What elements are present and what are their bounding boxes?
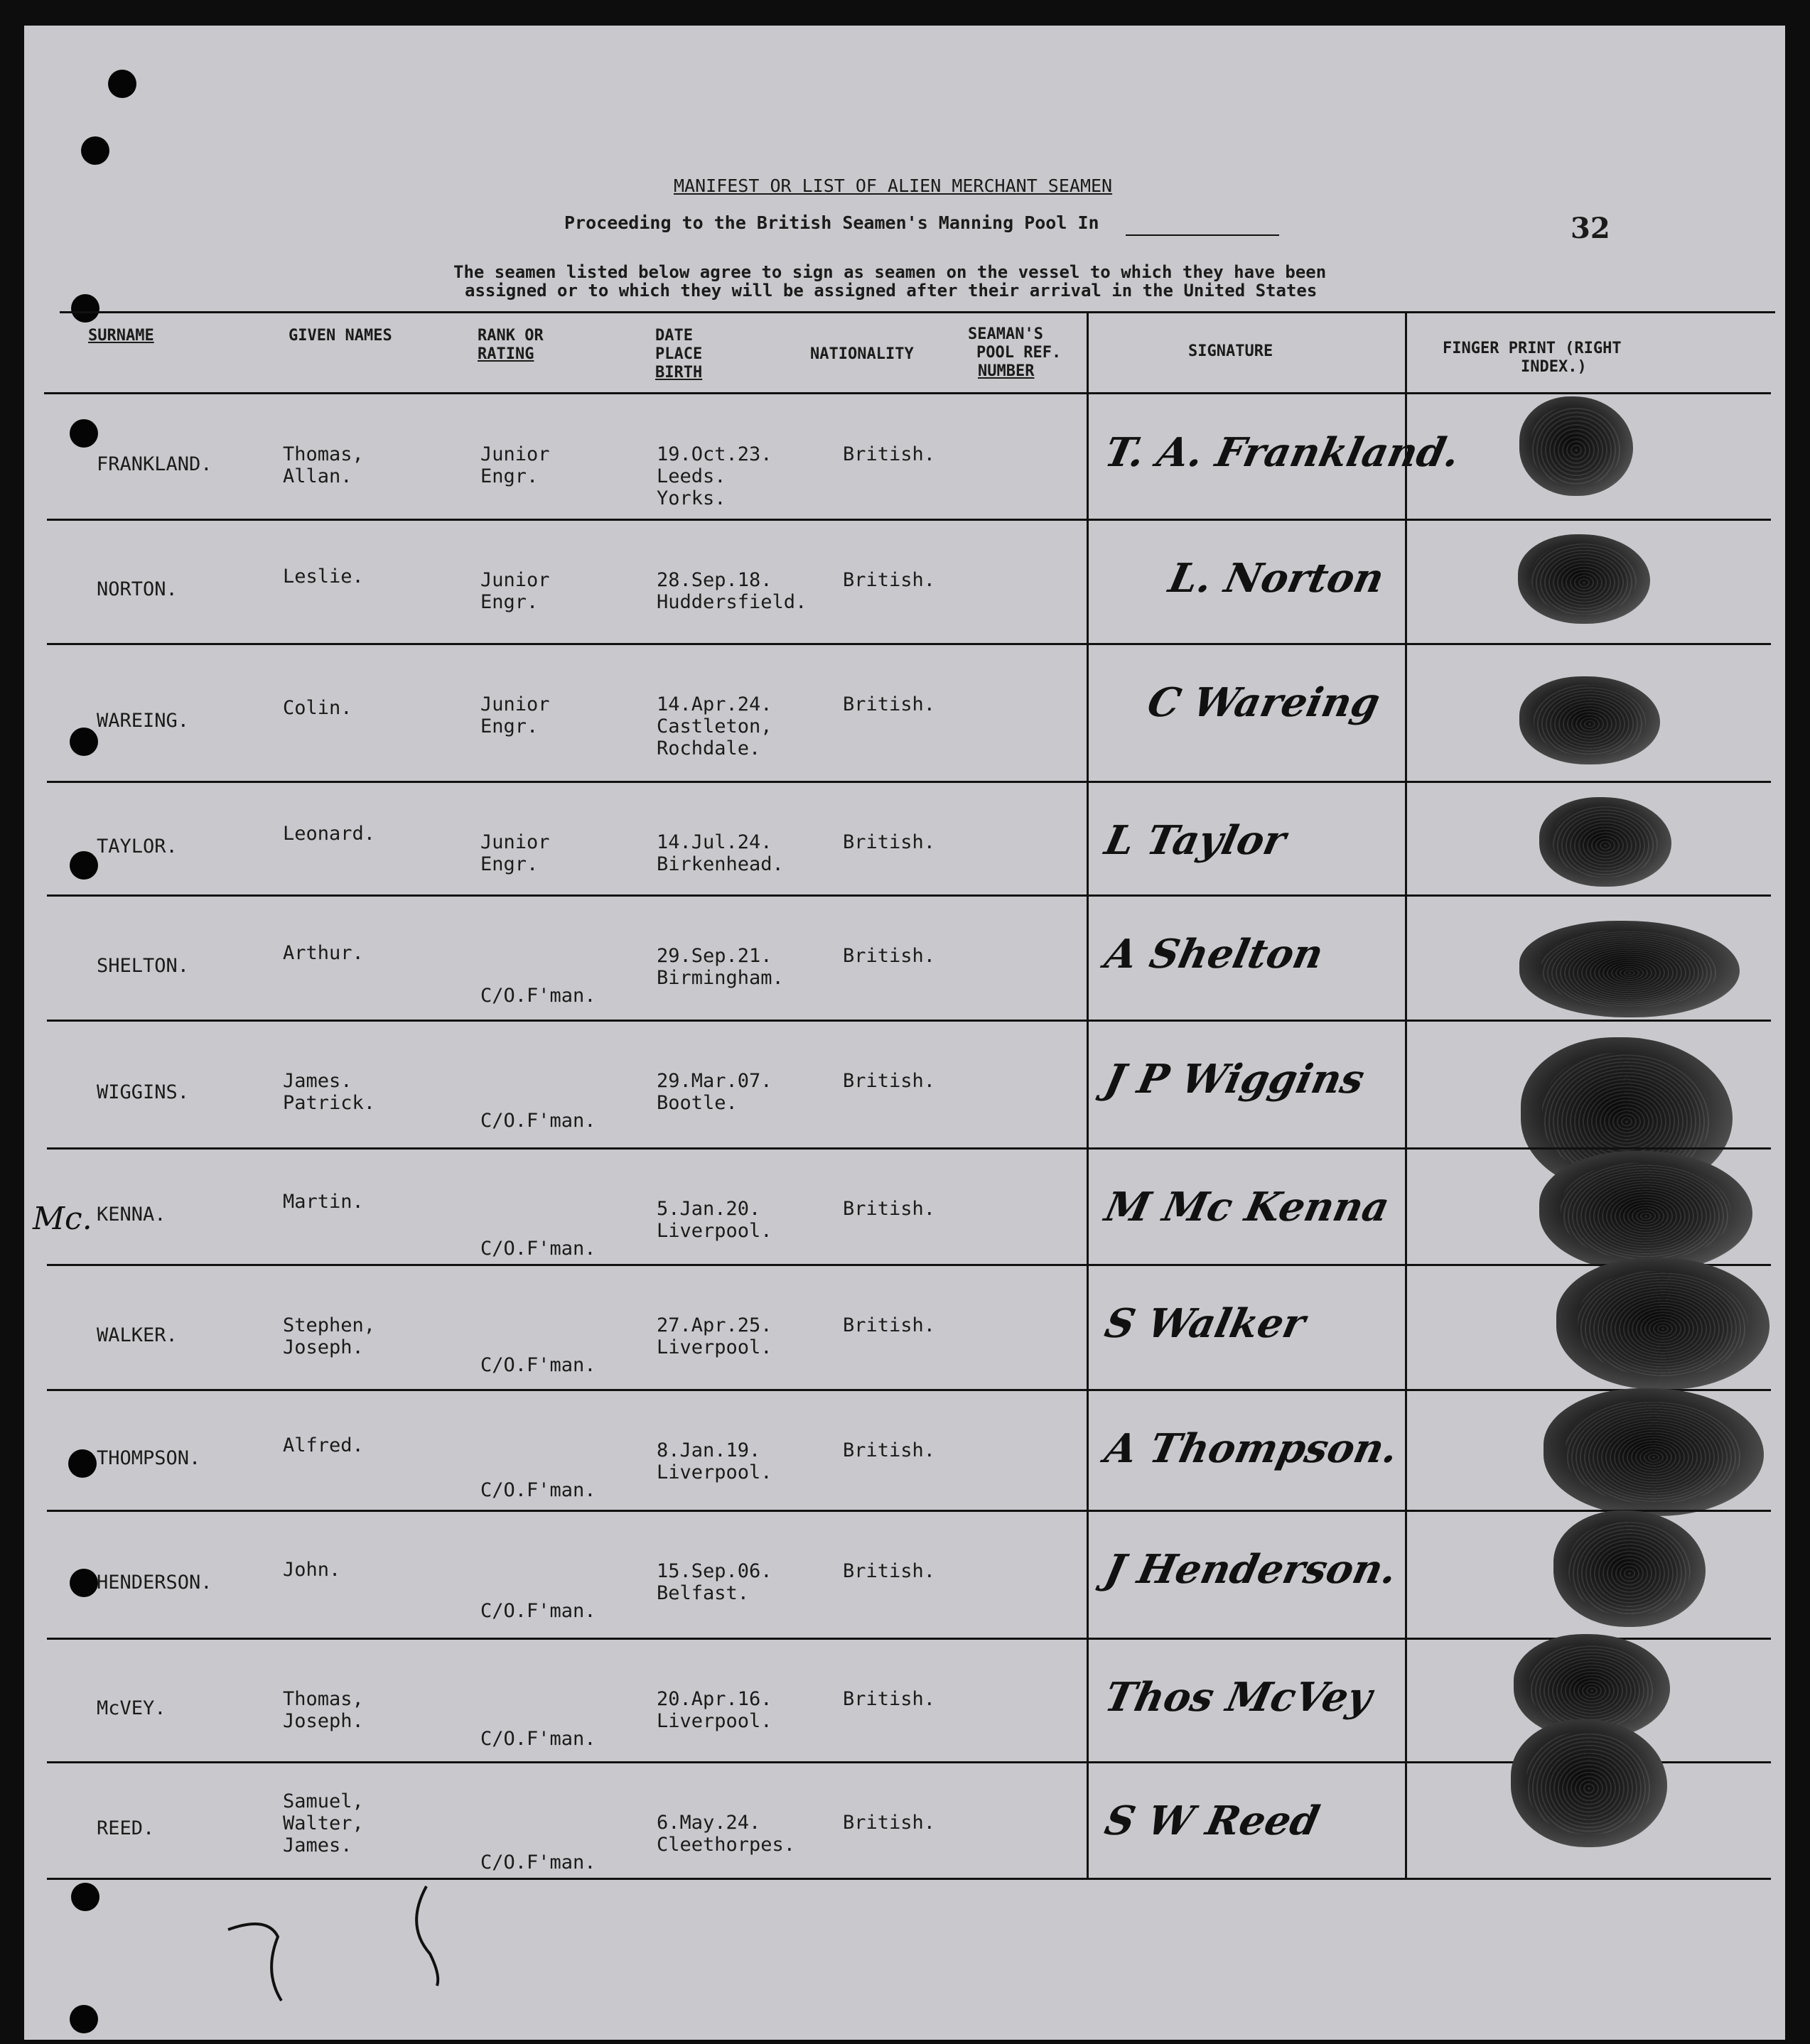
row-divider bbox=[47, 1020, 1771, 1022]
row-divider bbox=[47, 1264, 1771, 1266]
col-date-1: DATE bbox=[655, 327, 693, 345]
col-date-2: PLACE bbox=[655, 345, 703, 363]
cell-given: Leslie. bbox=[283, 566, 364, 588]
row-divider bbox=[47, 1389, 1771, 1391]
fingerprint bbox=[1553, 1510, 1706, 1627]
cell-surname: WAREING. bbox=[97, 709, 190, 732]
cell-surname: WALKER. bbox=[97, 1324, 178, 1346]
signature-column-left-rule bbox=[1087, 313, 1089, 1878]
punch-hole bbox=[70, 851, 98, 880]
page-number: 32 bbox=[1571, 212, 1610, 245]
fingerprint bbox=[1518, 534, 1650, 624]
cell-birth: 29.Sep.21. Birmingham. bbox=[657, 945, 784, 989]
cell-birth: 8.Jan.19. Liverpool. bbox=[657, 1439, 772, 1483]
cell-rank: C/O.F'man. bbox=[480, 1728, 596, 1750]
cell-nationality: British. bbox=[843, 831, 936, 853]
signature: A Thompson. bbox=[1100, 1425, 1403, 1472]
col-fingerprint-2: INDEX.) bbox=[1521, 358, 1587, 376]
cell-rank: C/O.F'man. bbox=[480, 1354, 596, 1376]
cell-given: Martin. bbox=[283, 1190, 364, 1213]
cell-rank: Junior Engr. bbox=[480, 693, 550, 737]
cell-surname: REED. bbox=[97, 1817, 155, 1839]
fingerprint bbox=[1544, 1388, 1764, 1516]
cell-given: Leonard. bbox=[283, 822, 376, 845]
row-divider bbox=[47, 1147, 1771, 1150]
cell-rank: C/O.F'man. bbox=[480, 1110, 596, 1132]
punch-hole bbox=[70, 728, 98, 756]
cell-rank: C/O.F'man. bbox=[480, 1600, 596, 1622]
cell-given: Thomas, Allan. bbox=[283, 443, 364, 487]
cell-surname: McVEY. bbox=[97, 1697, 166, 1719]
cell-given: Samuel, Walter, James. bbox=[283, 1790, 364, 1856]
row-divider bbox=[47, 519, 1771, 521]
signature: J P Wiggins bbox=[1100, 1056, 1369, 1103]
header-bottom-rule bbox=[44, 392, 1771, 394]
cell-nationality: British. bbox=[843, 693, 936, 715]
punch-hole bbox=[68, 1449, 97, 1478]
cell-surname: TAYLOR. bbox=[97, 835, 178, 858]
cell-surname: FRANKLAND. bbox=[97, 453, 212, 475]
col-rank-1: RANK OR bbox=[478, 327, 544, 345]
cell-surname: KENNA. bbox=[97, 1203, 166, 1226]
cell-birth: 14.Apr.24. Castleton, Rochdale. bbox=[657, 693, 772, 759]
cell-nationality: British. bbox=[843, 569, 936, 591]
col-signature: SIGNATURE bbox=[1188, 342, 1273, 360]
row-divider bbox=[47, 894, 1771, 897]
cell-rank: Junior Engr. bbox=[480, 443, 550, 487]
cell-rank: C/O.F'man. bbox=[480, 1851, 596, 1873]
col-nationality: NATIONALITY bbox=[810, 345, 914, 363]
agreement-line-2: assigned or to which they will be assigned after their arrival in the United States bbox=[465, 281, 1318, 301]
punch-hole bbox=[81, 136, 109, 165]
signature: J Henderson. bbox=[1100, 1546, 1401, 1593]
pen-mark bbox=[225, 1908, 310, 2008]
cell-given: John. bbox=[283, 1558, 341, 1581]
cell-surname: THOMPSON. bbox=[97, 1447, 201, 1469]
cell-rank: Junior Engr. bbox=[480, 831, 550, 875]
signature: L. Norton bbox=[1164, 555, 1389, 602]
cell-birth: 29.Mar.07. Bootle. bbox=[657, 1070, 772, 1114]
cell-birth: 20.Apr.16. Liverpool. bbox=[657, 1688, 772, 1732]
cell-surname: NORTON. bbox=[97, 578, 178, 600]
cell-nationality: British. bbox=[843, 1560, 936, 1582]
cell-birth: 15.Sep.06. Belfast. bbox=[657, 1560, 772, 1604]
fingerprint bbox=[1539, 1151, 1752, 1272]
col-given-names: GIVEN NAMES bbox=[289, 327, 392, 345]
cell-given: Thomas, Joseph. bbox=[283, 1688, 364, 1732]
signature: S W Reed bbox=[1100, 1797, 1324, 1844]
cell-rank: Junior Engr. bbox=[480, 569, 550, 613]
fingerprint bbox=[1539, 797, 1671, 887]
signature: A Shelton bbox=[1100, 931, 1327, 978]
cell-surname: SHELTON. bbox=[97, 954, 190, 977]
row-divider bbox=[47, 1510, 1771, 1512]
cell-nationality: British. bbox=[843, 443, 936, 465]
cell-nationality: British. bbox=[843, 1314, 936, 1336]
punch-hole bbox=[70, 2005, 98, 2033]
row-divider bbox=[47, 781, 1771, 783]
col-date-3: BIRTH bbox=[655, 364, 703, 382]
row-divider bbox=[47, 1638, 1771, 1640]
col-rank-2: RATING bbox=[478, 345, 534, 363]
cell-birth: 19.Oct.23. Leeds. Yorks. bbox=[657, 443, 772, 509]
col-pool-2: POOL REF. bbox=[976, 344, 1062, 362]
cell-birth: 14.Jul.24. Birkenhead. bbox=[657, 831, 784, 875]
form-subtitle: Proceeding to the British Seamen's Manning Pool In bbox=[564, 212, 1099, 233]
cell-birth: 27.Apr.25. Liverpool. bbox=[657, 1314, 772, 1358]
subtitle-underline bbox=[1126, 234, 1279, 236]
col-surname: SURNAME bbox=[88, 327, 154, 345]
punch-hole bbox=[71, 1883, 99, 1911]
cell-rank: C/O.F'man. bbox=[480, 1479, 596, 1501]
signature: T. A. Frankland. bbox=[1100, 429, 1464, 476]
signature: C Wareing bbox=[1143, 679, 1384, 726]
pen-mark bbox=[398, 1883, 455, 1989]
cell-nationality: British. bbox=[843, 1688, 936, 1710]
col-pool-1: SEAMAN'S bbox=[968, 325, 1043, 343]
cell-rank: C/O.F'man. bbox=[480, 1238, 596, 1260]
fingerprint bbox=[1519, 921, 1740, 1017]
fingerprint bbox=[1519, 396, 1633, 496]
fingerprint bbox=[1519, 676, 1660, 764]
row-divider bbox=[47, 643, 1771, 645]
signature-column-right-rule bbox=[1405, 313, 1407, 1878]
cell-surname: WIGGINS. bbox=[97, 1081, 190, 1103]
cell-nationality: British. bbox=[843, 1198, 936, 1220]
cell-given: Colin. bbox=[283, 696, 352, 719]
col-pool-3: NUMBER bbox=[978, 362, 1035, 380]
col-fingerprint-1: FINGER PRINT (RIGHT bbox=[1443, 340, 1622, 357]
cell-nationality: British. bbox=[843, 1439, 936, 1461]
cell-nationality: British. bbox=[843, 1070, 936, 1092]
cell-birth: 28.Sep.18. Huddersfield. bbox=[657, 569, 807, 613]
agreement-line-1: The seamen listed below agree to sign as seamen on the vessel to which they have been bbox=[453, 262, 1327, 282]
punch-hole bbox=[70, 419, 98, 448]
punch-hole bbox=[71, 294, 99, 323]
signature: M Mc Kenna bbox=[1100, 1184, 1394, 1231]
cell-given: Arthur. bbox=[283, 941, 364, 964]
cell-nationality: British. bbox=[843, 945, 936, 967]
signature: S Walker bbox=[1100, 1300, 1310, 1347]
cell-rank: C/O.F'man. bbox=[480, 985, 596, 1007]
cell-nationality: British. bbox=[843, 1812, 936, 1834]
form-title: MANIFEST OR LIST OF ALIEN MERCHANT SEAMEN bbox=[674, 175, 1113, 196]
cell-given: Stephen, Joseph. bbox=[283, 1314, 376, 1358]
row-divider bbox=[47, 1878, 1771, 1880]
punch-hole bbox=[70, 1569, 98, 1597]
fingerprint bbox=[1511, 1719, 1667, 1847]
table-top-rule bbox=[60, 311, 1775, 313]
cell-given: Alfred. bbox=[283, 1434, 364, 1456]
margin-note: Mc. bbox=[33, 1201, 92, 1237]
signature: L Taylor bbox=[1100, 817, 1291, 864]
cell-birth: 6.May.24. Cleethorpes. bbox=[657, 1812, 796, 1856]
cell-given: James. Patrick. bbox=[283, 1070, 376, 1114]
cell-surname: HENDERSON. bbox=[97, 1571, 212, 1594]
punch-hole bbox=[108, 70, 136, 98]
fingerprint bbox=[1556, 1258, 1769, 1390]
cell-birth: 5.Jan.20. Liverpool. bbox=[657, 1198, 772, 1242]
signature: Thos McVey bbox=[1100, 1674, 1377, 1721]
